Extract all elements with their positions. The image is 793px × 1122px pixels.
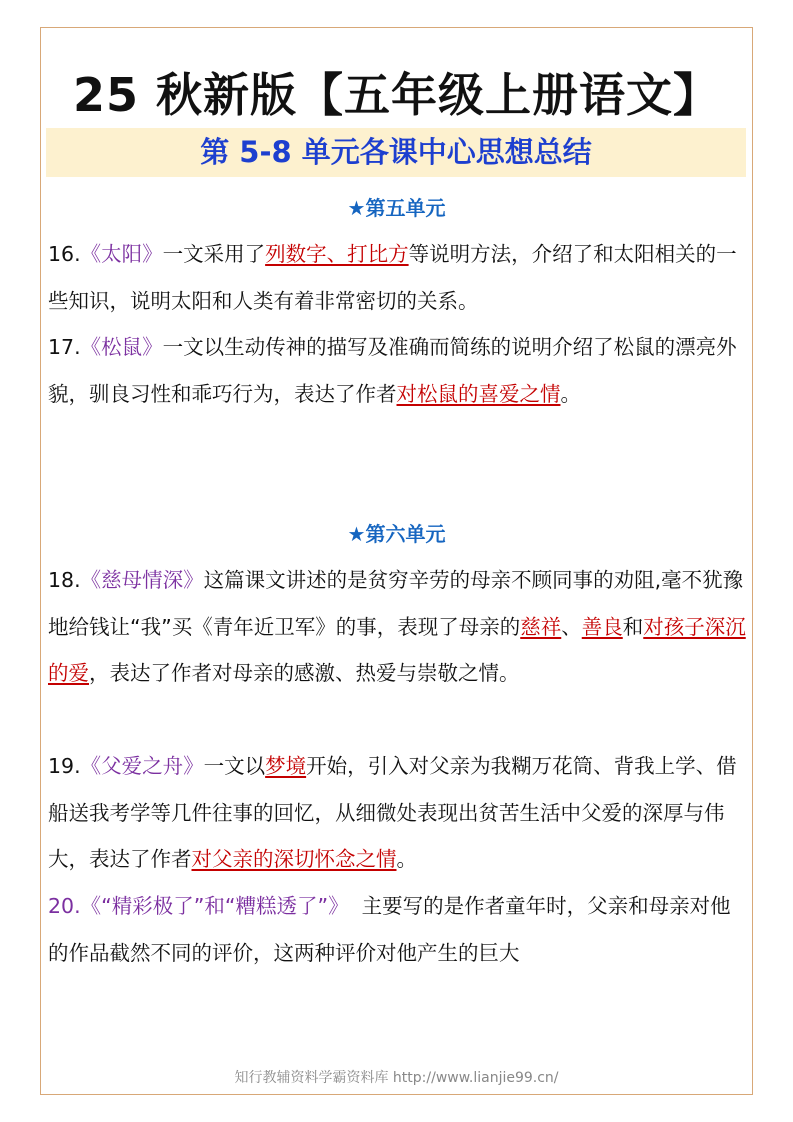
paragraph-text: 开始，引入对父亲为我糊万花筒、背我上学、借船送我考学等几件往事的回忆，从细微处表现出贫苦生活中父爱的深厚与伟大，表达了作者: [48, 754, 737, 871]
unit-6-heading: ★第六单元: [347, 522, 446, 546]
item-number: 19.: [48, 754, 81, 778]
item-number: 17.: [48, 335, 81, 359]
lesson-title: 《“精彩极了”和“糟糕透了”》: [80, 894, 349, 918]
key-phrase: 对松鼠的喜爱之情: [396, 381, 561, 406]
paragraph-text: 等说明方法，介绍了和太阳相关的一些知识，说明太阳和人类有着非常密切的关系。: [48, 242, 737, 313]
paragraph-19: [48, 743, 748, 883]
paragraph-text: 。: [560, 381, 581, 406]
paragraph-text: 和: [622, 614, 644, 639]
lesson-title: 《慈母情深》: [80, 568, 204, 592]
page-subtitle: 第 5-8 单元各课中心思想总结: [46, 128, 746, 177]
item-number: 16.: [48, 242, 81, 266]
item-number: 20.: [48, 894, 81, 918]
footer-source: 知行教辅资料学霸资料库 http://www.lianjie99.cn/: [234, 1070, 559, 1086]
key-phrase: 梦境: [265, 754, 307, 778]
lesson-title: 《松鼠》: [80, 335, 163, 359]
paragraph-text: 一文以: [203, 754, 266, 778]
lesson-title: 《太阳》: [80, 242, 163, 266]
paragraph-text: 一文采用了: [162, 242, 266, 266]
paragraph-16: [48, 231, 748, 324]
paragraph-text: 这篇课文讲述的是贫穷辛劳的母亲不顾同事的劝阻,毫不犹豫地给钱让“我”买《青年近卫军》的事，表现了母亲的: [48, 568, 744, 639]
key-phrase: 善良: [581, 614, 623, 639]
paragraph-text: 一文以生动传神的描写及准确而简练的说明介绍了松鼠的漂亮外貌，驯良习性和乖巧行为，表达了作者: [48, 335, 737, 406]
paragraph-text: 、: [561, 614, 582, 639]
paragraph-text: 主要写的是作者童年时，父亲和母亲对他的作品截然不同的评价，这两种评价对他产生的巨大: [48, 894, 731, 965]
paragraph-18: [48, 557, 748, 697]
paragraph-text: ，表达了作者对母亲的感激、热爱与崇敬之情。: [89, 661, 520, 685]
key-phrase: 对父亲的深切怀念之情: [191, 847, 397, 871]
item-number: 18.: [48, 568, 81, 592]
paragraph-20: [48, 883, 748, 976]
lesson-title: 《父爱之舟》: [80, 754, 204, 778]
paragraph-text: 。: [396, 847, 417, 871]
paragraph-17: [48, 324, 748, 417]
key-phrase: 对孩子深沉的爱: [48, 614, 746, 685]
page-title: 25 秋新版【五年级上册语文】: [72, 68, 721, 122]
key-phrase: 列数字、打比方: [265, 242, 409, 266]
key-phrase: 慈祥: [520, 614, 562, 639]
unit-5-heading: ★第五单元: [347, 196, 446, 220]
